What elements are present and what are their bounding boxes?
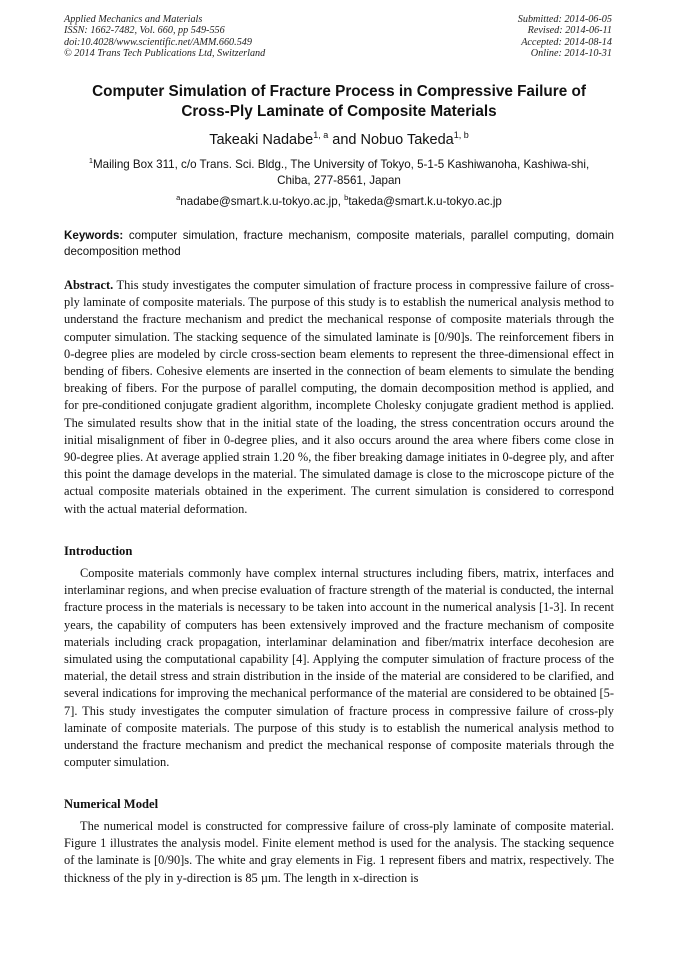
keywords-text: computer simulation, fracture mechanism, composite materials, parallel computing, domain decomposition method <box>64 229 614 258</box>
author-2: Nobuo Takeda <box>360 132 454 148</box>
keywords-label: Keywords: <box>64 229 124 242</box>
affiliation-line-1: $^1$Mailing Box 311, c/o Trans. Sci. Bldg., The University of Tokyo, 5-1-5 Kashiwanoha, Kashiwa-shi, <box>88 156 590 171</box>
submitted-date: Submitted: 2014-06-05 <box>517 14 612 25</box>
author-1-affiliation-mark: 1, a <box>313 130 329 140</box>
abstract <box>64 277 614 518</box>
submission-dates <box>518 14 612 60</box>
journal-info <box>64 14 265 60</box>
revised-date: Revised: 2014-06-11 <box>527 25 612 37</box>
title-line-1: Computer Simulation of Fracture Process in Compressive Failure of <box>92 83 586 100</box>
numerical-model-paragraph: The numerical model is constructed for compressive failure of cross-ply laminate of composite material. Figure 1 illustrates the analysis model. Finite element method is used for the analysis. The stacking sequence of the laminate is [0/90]s. The white and gray elements in Fig. 1 represent fibers and matrix, respectively. The thickness of the ply in y-direction is 85 µm. The length in x-direction is <box>64 819 614 885</box>
affiliation <box>64 157 614 189</box>
paper-title <box>64 82 614 122</box>
affiliation-mark: 1 <box>88 156 93 165</box>
abstract-text: This study investigates the computer simulation of fracture process in compressive failure of cross-ply laminate of composite materials. The purpose of this study is to establish the numerical analysis method to understand the fracture mechanism and predict the mechanical response of composite materials through the computer simulation. The stacking sequence of the simulated laminate is [0/90]s. The reinforcement fibers in 0-degree plies are modeled by circle cross-section beam elements to represent the three-dimensional effect in bending of fibers. Cohesive elements are inserted in the connection of beam elements to simulate the bending breaking of fibers. For the purpose of parallel computing, the domain decomposition method is applied, and for pre-conditioned conjugate gradient algorithm, incomplete Cholesky conjugate gradient method is applied. The simulated results show that in the initial state of the loading, the stress concentration occurs around the initial misalignment of fiber in 0-degree plies, and it also occurs around the area where fibers come close in 90-degree plies. At average applied strain 1.20 %, the fiber breaking damage initiates in 0-degree ply, and after this point the damage develops in the material. The simulated damage is close to the microscope picture of the actual composite materials obtained in the experiment. The current simulation is considered to correspond with the actual material deformation. <box>64 278 614 516</box>
title-line-2: Cross-Ply Laminate of Composite Materials <box>181 103 497 120</box>
author-list <box>64 131 614 149</box>
affiliation-line-2: Chiba, 277-8561, Japan <box>277 174 401 187</box>
author-1: Takeaki Nadabe <box>209 132 314 148</box>
introduction-heading: Introduction <box>64 544 133 558</box>
email-b-mark: b <box>344 193 349 202</box>
author-2-affiliation-mark: 1, b <box>453 130 469 140</box>
journal-name: Applied Mechanics and Materials <box>64 14 203 25</box>
email-a: nadabe@smart.k.u-tokyo.ac.jp, <box>180 195 345 208</box>
email-b: takeda@smart.k.u-tokyo.ac.jp <box>348 195 502 208</box>
introduction-paragraph: Composite materials commonly have complex internal structures including fibers, matrix, interfaces and interlaminar regions, and when precise evaluation of fracture strength of the material is conducted, the internal fracture process in the materials is necessary to be taken into account in the numerical analysis [1-3]. In recent years, the capability of computers has been extensively improved and the fracture mechanism of composite materials including crack propagation, interlaminar delamination and fiber/matrix interface decohesion are simulated using the computational capability [4]. Applying the computer simulation of fracture process of the material, the detail stress and strain distribution in the inside of the material are considered to be clarified, and several indications for improving the mechanical performance of the material are considered to be obtained [5-7]. This study investigates the computer simulation of fracture process in compressive failure of cross-ply laminate of composite materials. The purpose of this study is to establish the numerical analysis method to understand the fracture mechanism and predict the mechanical response of composite materials through the computer simulation. <box>64 566 614 770</box>
email-a-mark: a <box>176 193 181 202</box>
numerical-model-heading: Numerical Model <box>64 797 159 811</box>
author-separator: and <box>328 132 361 148</box>
abstract-label: Abstract. <box>64 278 114 292</box>
online-date: Online: 2014-10-31 <box>530 48 612 60</box>
copyright-line: © 2014 Trans Tech Publications Ltd, Switzerland <box>64 48 266 60</box>
doi-line: doi:10.4028/www.scientific.net/AMM.660.549 <box>64 36 252 48</box>
accepted-date: Accepted: 2014-08-14 <box>521 36 612 48</box>
author-emails <box>64 194 614 210</box>
keywords <box>64 228 614 259</box>
issn-line: ISSN: 1662-7482, Vol. 660, pp 549-556 <box>64 25 225 37</box>
